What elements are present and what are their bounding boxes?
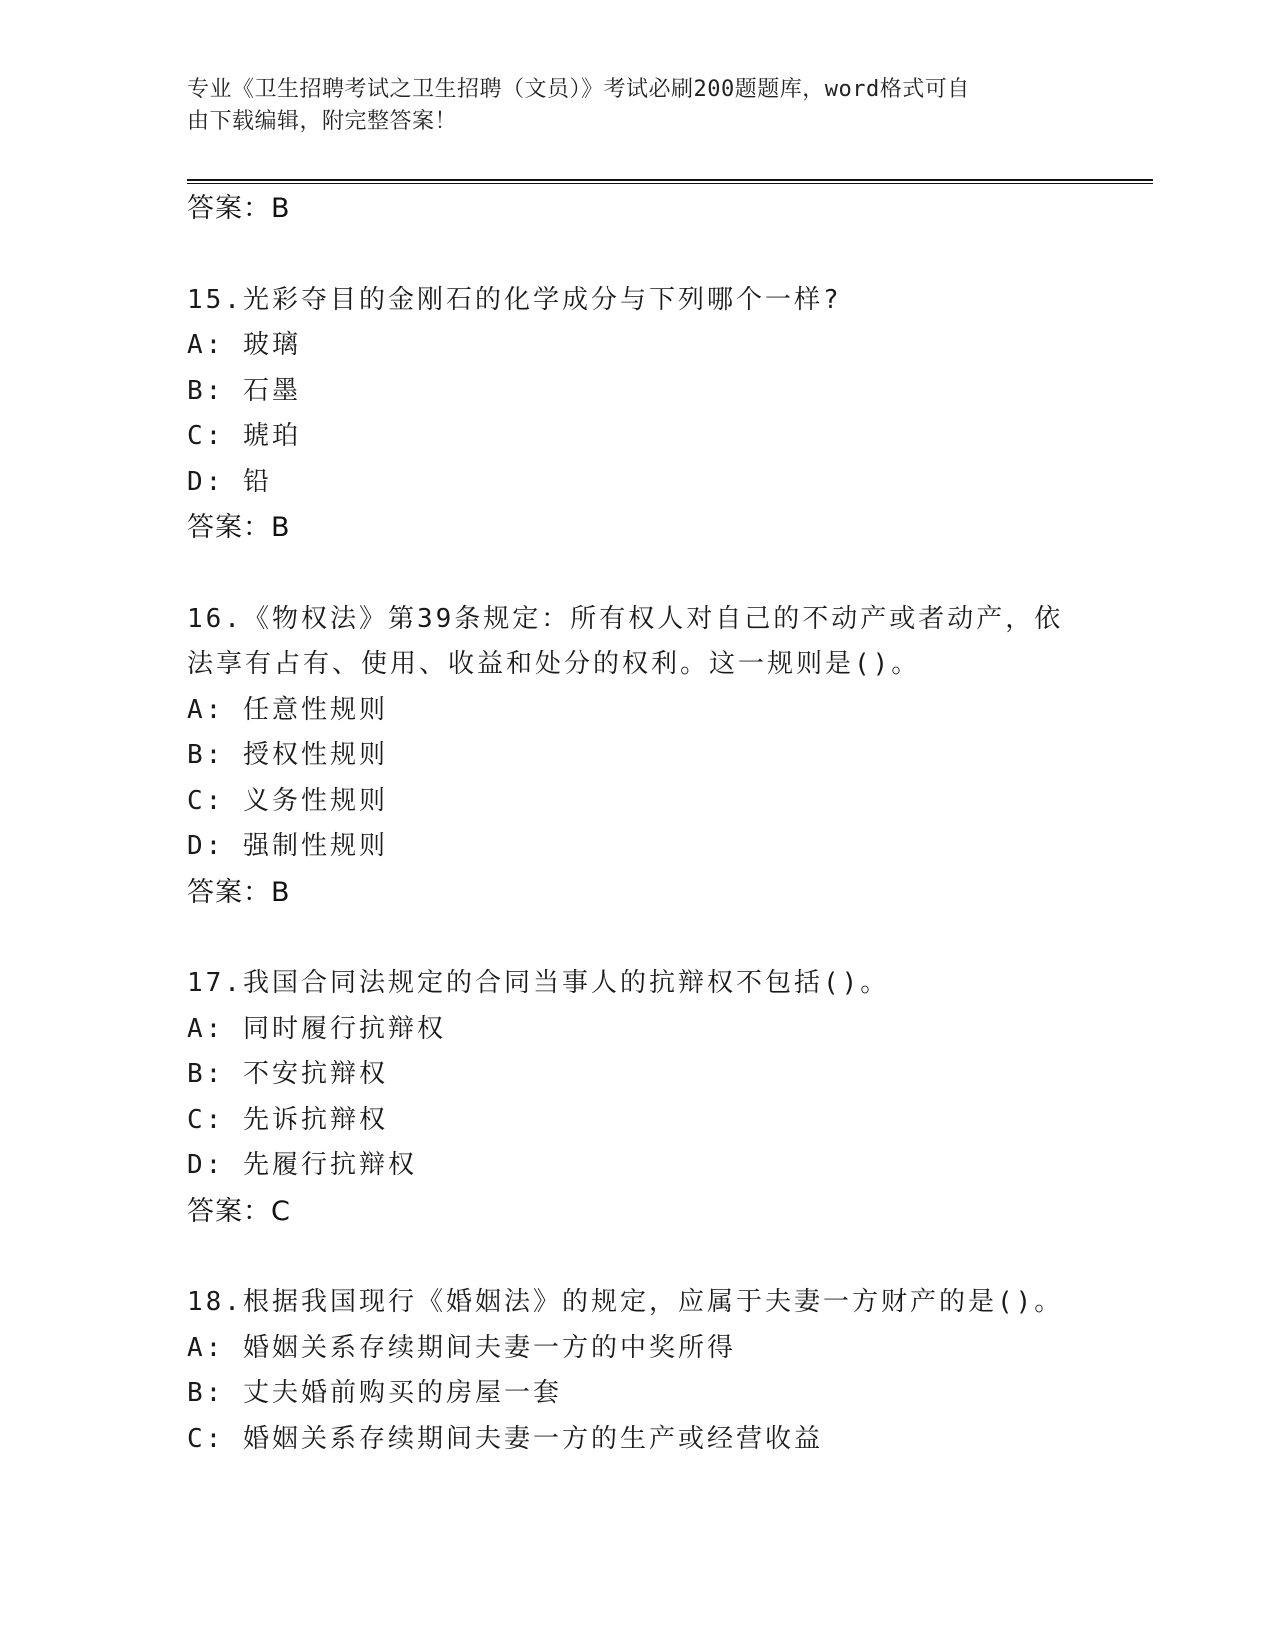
option-b: B: 丈夫婚前购买的房屋一套 — [187, 1378, 562, 1408]
option-d: D: 铅 — [187, 466, 272, 497]
option-b: B: 石墨 — [187, 375, 301, 406]
header-line-1: 专业《卫生招聘考试之卫生招聘（文员）》考试必刷200题题库，word格式可自 — [187, 77, 970, 102]
option-c: C: 琥珀 — [187, 421, 301, 451]
question-block — [187, 961, 1127, 1234]
question-list — [187, 186, 1127, 1462]
question-stem: 17.我国合同法规定的合同当事人的抗辩权不包括()。 — [187, 968, 890, 998]
question-block — [187, 597, 1127, 916]
question-block — [187, 278, 1127, 551]
header-divider — [187, 179, 1153, 184]
header-line-2: 由下载编辑，附完整答案！ — [187, 109, 458, 134]
option-c: C: 义务性规则 — [187, 785, 388, 816]
header-note — [187, 74, 1087, 138]
question-stem-continued: 法享有占有、使用、收益和处分的权利。这一规则是()。 — [187, 649, 921, 679]
question-block — [187, 1280, 1127, 1462]
option-a: A: 同时履行抗辩权 — [187, 1013, 446, 1044]
answer-line: 答案：B — [187, 512, 291, 543]
option-c: C: 先诉抗辩权 — [187, 1104, 388, 1135]
option-b: B: 授权性规则 — [187, 740, 388, 770]
spacer — [187, 232, 1127, 278]
option-d: D: 先履行抗辩权 — [187, 1150, 417, 1180]
answer-line: 答案：B — [187, 876, 291, 908]
answer-line: 答案：C — [187, 1195, 291, 1227]
option-a: A: 玻璃 — [187, 330, 301, 360]
option-c: C: 婚姻关系存续期间夫妻一方的生产或经营收益 — [187, 1423, 823, 1454]
spacer — [187, 915, 1127, 961]
question-stem: 16.《物权法》第39条规定：所有权人对自己的不动产或者动产，依 — [187, 603, 1064, 634]
question-stem: 18.根据我国现行《婚姻法》的规定，应属于夫妻一方财产的是()。 — [187, 1287, 1064, 1317]
option-b: B: 不安抗辩权 — [187, 1059, 388, 1089]
answer-line: 答案：B — [187, 193, 291, 224]
spacer — [187, 551, 1127, 597]
spacer — [187, 1234, 1127, 1280]
option-a: A: 任意性规则 — [187, 694, 388, 725]
question-stem: 15.光彩夺目的金刚石的化学成分与下列哪个一样? — [187, 284, 842, 315]
option-a: A: 婚姻关系存续期间夫妻一方的中奖所得 — [187, 1332, 736, 1363]
option-d: D: 强制性规则 — [187, 831, 388, 861]
